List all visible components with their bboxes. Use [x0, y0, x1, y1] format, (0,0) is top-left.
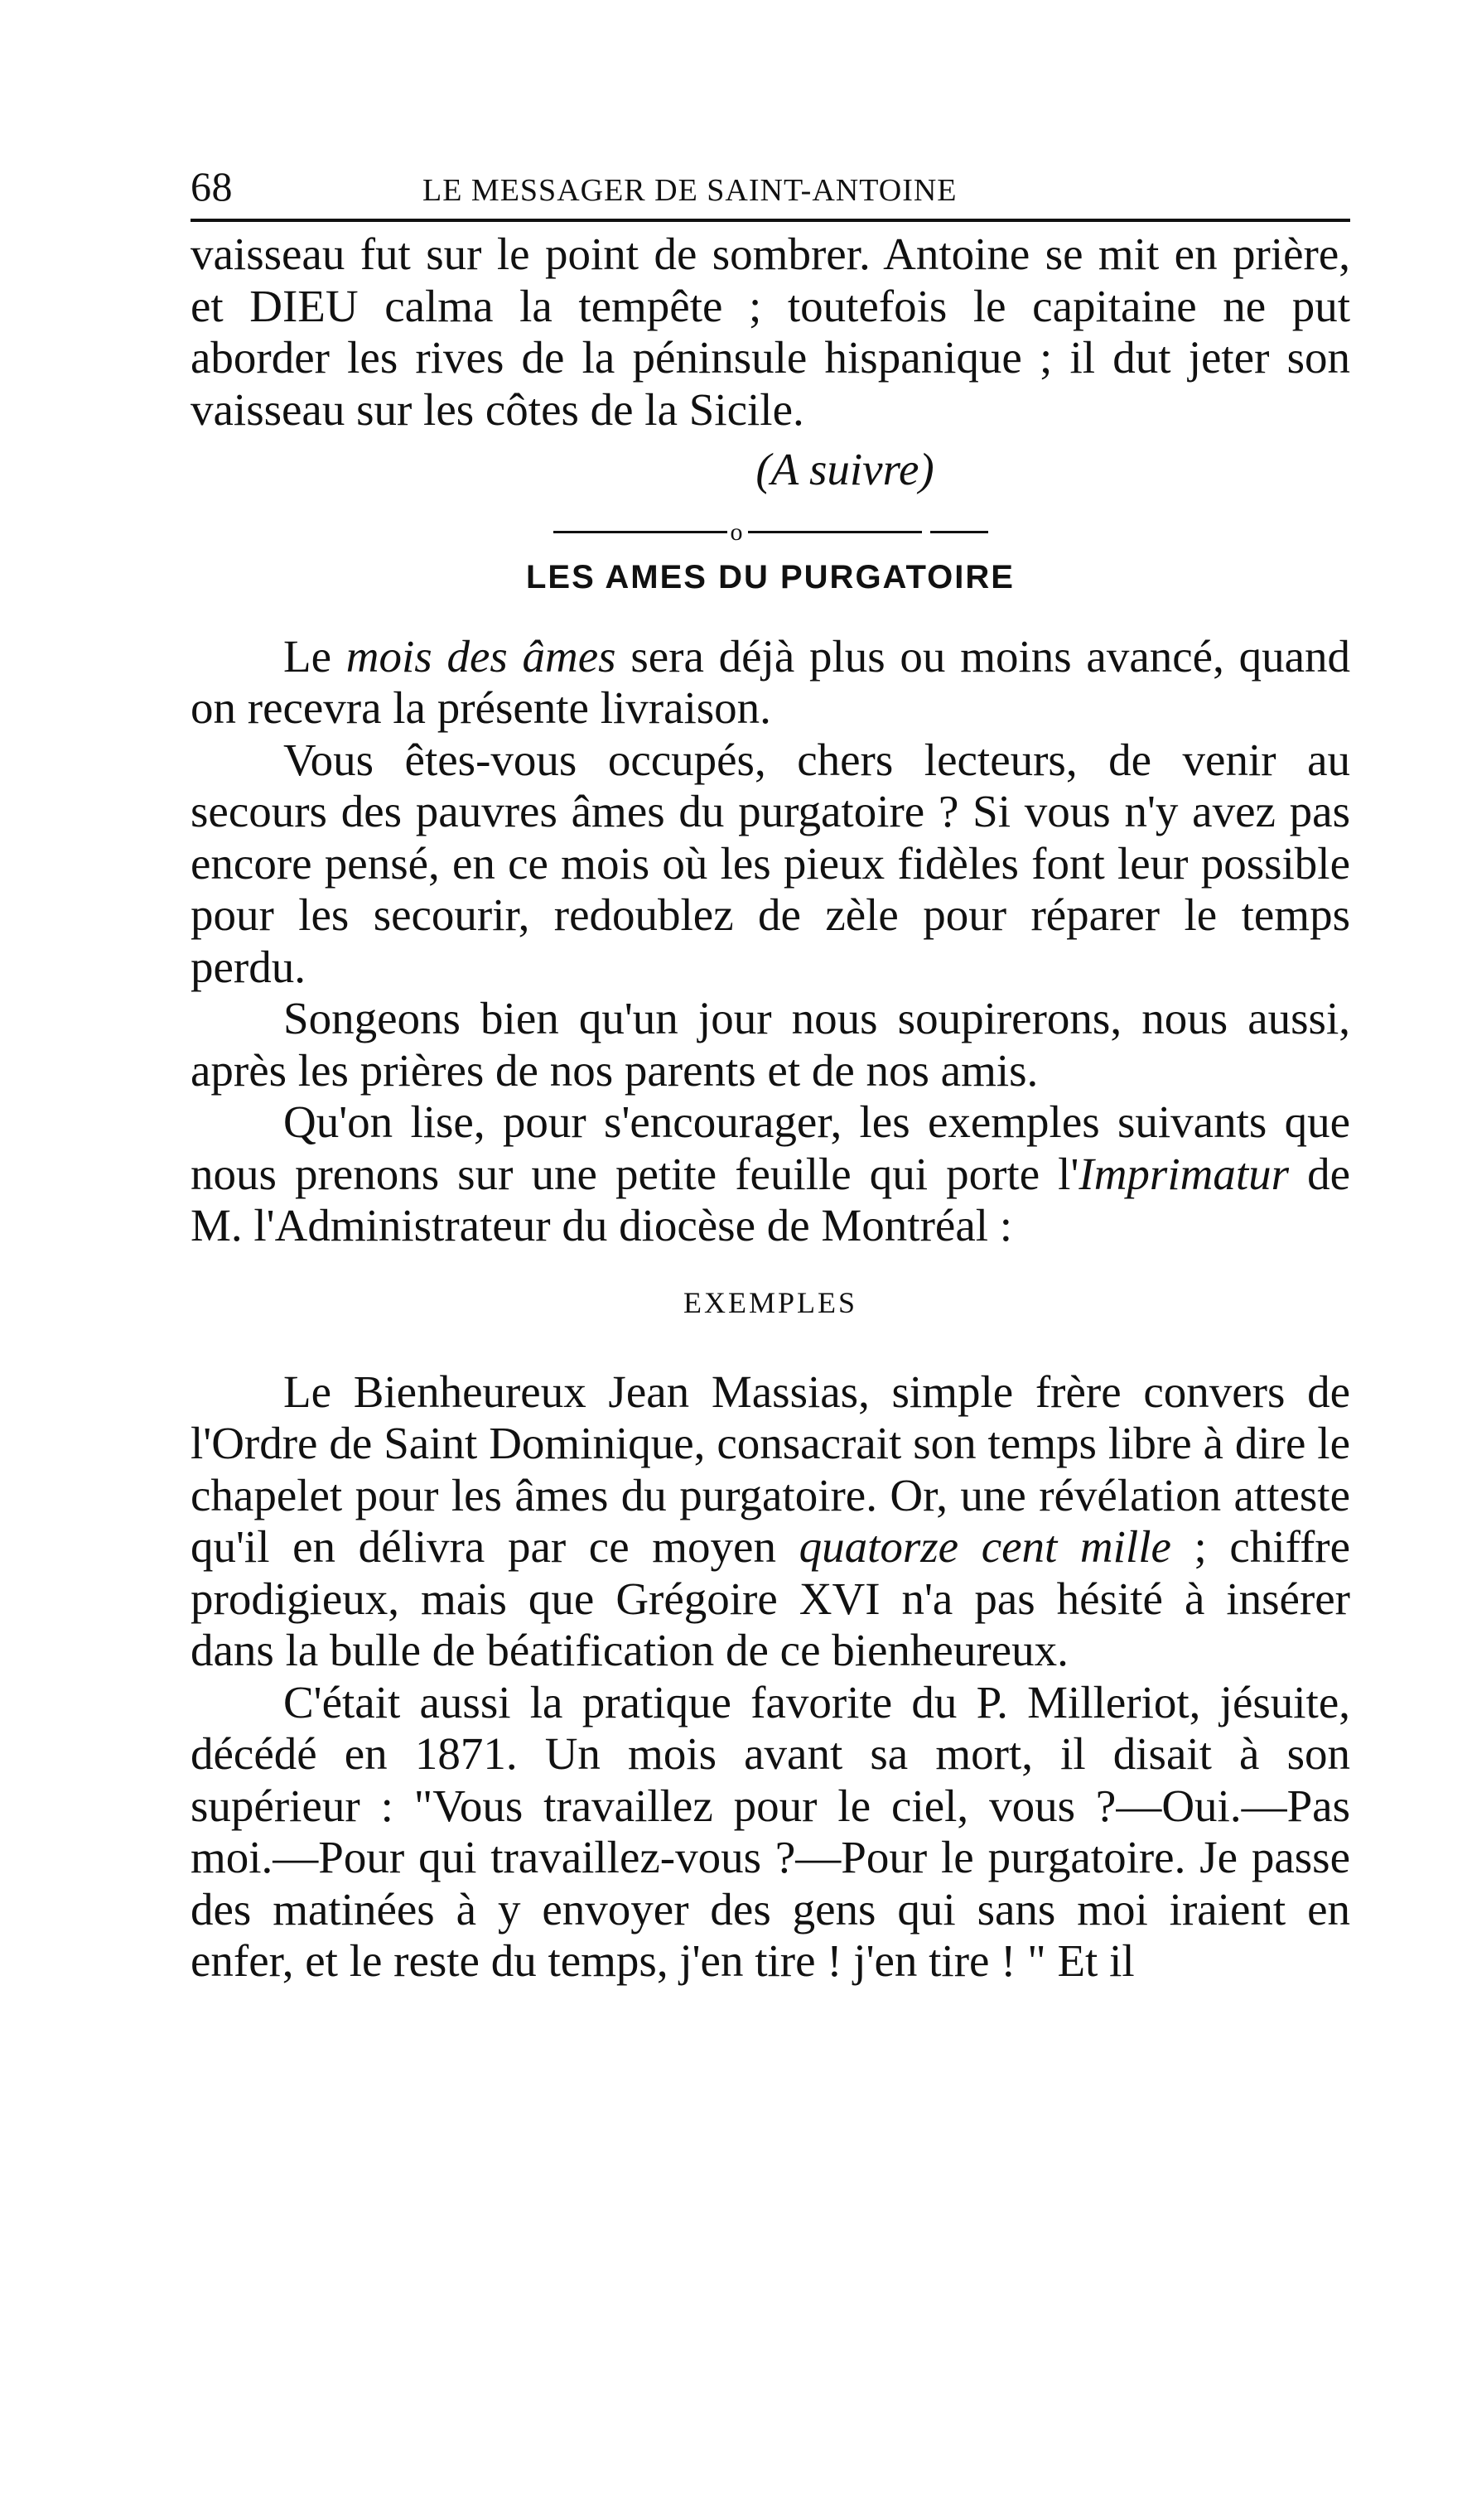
page-number: 68: [191, 163, 233, 210]
header-rule: [191, 219, 1350, 222]
body-paragraph: Le Bienheureux Jean Massias, simple frère convers de l'Ordre de Saint Dominique, consacrait son temps libre à dire le chapelet pour les âmes du purgatoire. Or, une révélation atteste qu'il en délivra par ce moyen quatorze cent mille ; chiffre prodigieux, mais que Grégoire XVI n'a pas hésité à insérer dans la bulle de béatification de ce bienheureux.: [191, 1366, 1350, 1676]
section-divider: [191, 508, 1350, 553]
running-header: [191, 163, 1350, 210]
body-paragraph: Qu'on lise, pour s'encourager, les exemples suivants que nous prenons sur une petite feuille qui porte l'Imprimatur de M. l'Administrateur du diocèse de Montréal :: [191, 1096, 1350, 1251]
to-be-continued: (A suivre): [755, 444, 934, 494]
continuation-paragraph: vaisseau fut sur le point de sombrer. Antoine se mit en prière, et DIEU calma la tempête ; toutefois le capitaine ne put aborder les rives de la péninsule hispanique ; il dut jeter son vaisseau sur les côtes de la Sicile.: [191, 229, 1350, 435]
section-title: LES AMES DU PURGATOIRE: [526, 558, 1015, 595]
divider-line-right-short: [930, 531, 988, 533]
italic-phrase: Imprimatur: [1079, 1148, 1289, 1199]
body-paragraph: Songeons bien qu'un jour nous soupirerons, nous aussi, après les prières de nos parents et de nos amis.: [191, 993, 1350, 1096]
italic-phrase: mois des âmes: [345, 630, 616, 682]
divider-line-right: [748, 531, 922, 533]
divider-ornament: o: [730, 518, 745, 546]
divider-line-left: [553, 531, 727, 533]
body-paragraph: Le mois des âmes sera déjà plus ou moins avancé, quand on recevra la présente livraison.: [191, 630, 1350, 734]
body-paragraph: Vous êtes-vous occupés, chers lecteurs, de venir au secours des pauvres âmes du purgatoire ? Si vous n'y avez pas encore pensé, en ce mois où les pieux fidèles font leur possible pour les secourir, redoublez de zèle pour réparer le temps perdu.: [191, 734, 1350, 992]
journal-title: LE MESSAGER DE SAINT-ANTOINE: [422, 173, 958, 208]
document-page: [191, 163, 1350, 1988]
subsection-title: EXEMPLES: [683, 1285, 857, 1319]
italic-phrase: quatorze cent mille: [799, 1521, 1171, 1573]
body-paragraph: C'était aussi la pratique favorite du P. Milleriot, jésuite, décédé en 1871. Un mois avant sa mort, il disait à son supérieur : "Vous travaillez pour le ciel, vous ?—Oui.—Pas moi.—Pour qui travaillez-vous ?—Pour le purgatoire. Je passe des matinées à y envoyer des gens qui sans moi iraient en enfer, et le reste du temps, j'en tire ! j'en tire ! " Et il: [191, 1676, 1350, 1987]
